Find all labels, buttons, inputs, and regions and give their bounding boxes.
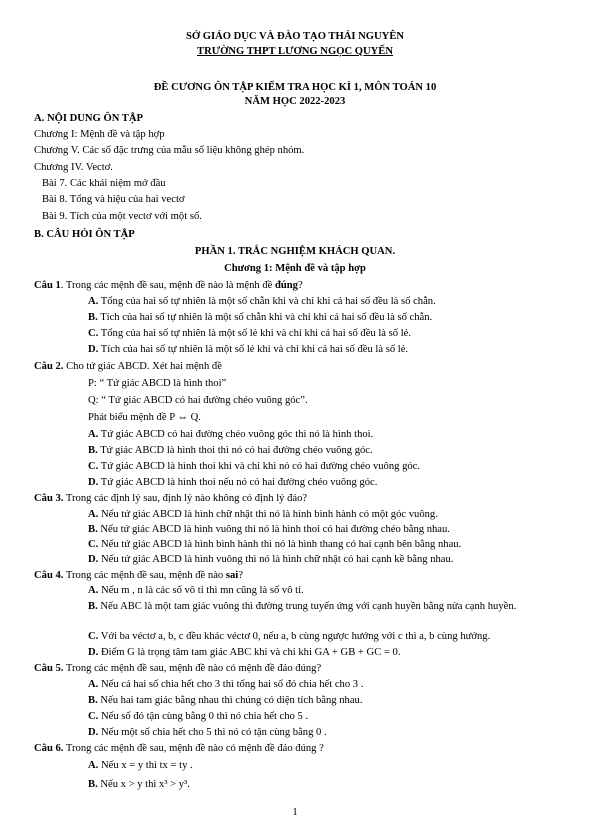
content-item: Bài 8. Tổng và hiệu của hai vectơ: [42, 194, 185, 205]
question-6-stem: Câu 6. Trong các mệnh đề sau, mệnh đề nào có mệnh đề đảo đúng ?: [34, 743, 324, 754]
answer-option: B. Tích của hai số tự nhiên là một số chẵn khi và chỉ khi cả hai số đều là số chẵn.: [88, 312, 433, 323]
school-year: NĂM HỌC 2022-2023: [244, 96, 346, 107]
answer-option: C. Tổng của hai số tự nhiên là một số lẻ khi và chỉ khi cả hai số đều là số lẻ.: [88, 328, 412, 339]
answer-option: C. Nếu số đó tận cùng bằng 0 thì nó chia hết cho 5 .: [88, 711, 309, 722]
answer-option: A. Nếu m , n là các số vô tỉ thì mn cũng là số vô tỉ.: [88, 585, 304, 596]
document-title: ĐỀ CƯƠNG ÔN TẬP KIỂM TRA HỌC KÌ 1, MÔN TOÁN 10: [153, 82, 437, 93]
part-heading: PHẦN 1. TRẮC NGHIỆM KHÁCH QUAN.: [194, 246, 396, 257]
proposition-p: P: “ Tứ giác ABCD là hình thoi”: [88, 378, 227, 389]
answer-option: D. Nếu tứ giác ABCD là hình vuông thì nó là hình chữ nhật có hai cạnh kề bằng nhau.: [88, 554, 454, 565]
question-2-ask: Phát biểu mệnh đề P ⇔ Q.: [88, 412, 201, 423]
answer-option: B. Nếu tứ giác ABCD là hình vuông thì nó là hình thoi có hai đường chéo bằng nhau.: [88, 524, 450, 535]
school-heading: TRƯỜNG THPT LƯƠNG NGỌC QUYẾN: [197, 46, 393, 57]
answer-option: D. Điểm G là trọng tâm tam giác ABC khi và chỉ khi GA + GB + GC = 0.: [88, 647, 401, 658]
answer-option: C. Với ba véctơ a, b, c đều khác véctơ 0, nếu a, b cùng ngược hướng với c thì a, b cùng hướng.: [88, 631, 491, 642]
question-2-stem: Câu 2. Cho tứ giác ABCD. Xét hai mệnh đề: [34, 361, 222, 372]
content-item: Chương V. Các số đặc trưng của mẫu số liệu không ghép nhóm.: [34, 145, 305, 156]
question-1-stem: Câu 1. Trong các mệnh đề sau, mệnh đề nào là mệnh đề đúng?: [34, 280, 303, 291]
answer-option: A. Tổng của hai số tự nhiên là một số chẵn khi và chỉ khi cả hai số đều là số chẵn.: [88, 296, 436, 307]
answer-option: D. Tứ giác ABCD là hình thoi nếu nó có hai đường chéo vuông góc.: [88, 477, 378, 488]
answer-option: A. Nếu tứ giác ABCD là hình chữ nhật thì nó là hình bình hành có một góc vuông.: [88, 509, 438, 520]
answer-option: D. Nếu một số chia hết cho 5 thì nó có tận cùng bằng 0 .: [88, 727, 327, 738]
answer-option: B. Tứ giác ABCD là hình thoi thì nó có hai đường chéo vuông góc.: [88, 445, 373, 456]
chapter-heading: Chương 1: Mệnh đề và tập hợp: [224, 263, 366, 274]
content-item: Bài 7. Các khái niệm mở đầu: [42, 178, 166, 189]
answer-option: D. Tích của hai số tự nhiên là một số lẻ khi và chỉ khi cả hai số đều là số lẻ.: [88, 344, 409, 355]
page-number: 1: [292, 807, 298, 818]
answer-option: B. Nếu x > y thì x³ > y³.: [88, 779, 190, 790]
answer-option: C. Tứ giác ABCD là hình thoi khi và chỉ khi nó có hai đường chéo vuông góc.: [88, 461, 421, 472]
proposition-q: Q: “ Tứ giác ABCD có hai đường chéo vuông góc”.: [88, 395, 308, 406]
section-b-heading: B. CÂU HỎI ÔN TẬP: [34, 229, 135, 240]
content-item: Chương I: Mệnh đề và tập hợp: [34, 129, 165, 140]
answer-option: A. Tứ giác ABCD có hai đường chéo vuông góc thì nó là hình thoi.: [88, 429, 374, 440]
answer-option: A. Nếu x = y thì tx = ty .: [88, 760, 193, 771]
answer-option: B. Nếu ABC là một tam giác vuông thì đường trung tuyến ứng với cạnh huyền bằng nửa cạnh huyền.: [88, 601, 517, 612]
department-heading: SỞ GIÁO DỤC VÀ ĐÀO TẠO THÁI NGUYÊN: [185, 31, 405, 42]
answer-option: A. Nếu cả hai số chia hết cho 3 thì tổng hai số đó chia hết cho 3 .: [88, 679, 364, 690]
answer-option: B. Nếu hai tam giác bằng nhau thì chúng có diện tích bằng nhau.: [88, 695, 363, 706]
content-item: Chương IV. Vectơ.: [34, 162, 113, 173]
question-4-stem: Câu 4. Trong các mệnh đề sau, mệnh đề nào sai?: [34, 570, 243, 581]
section-a-heading: A. NỘI DUNG ÔN TẬP: [34, 113, 143, 124]
answer-option: C. Nếu tứ giác ABCD là hình bình hành thì nó là hình thang có hai cạnh bên bằng nhau.: [88, 539, 462, 550]
question-3-stem: Câu 3. Trong các định lý sau, định lý nào không có định lý đảo?: [34, 493, 308, 504]
question-5-stem: Câu 5. Trong các mệnh đề sau, mệnh đề nào có mệnh đề đảo đúng?: [34, 663, 322, 674]
content-item: Bài 9. Tích của một vectơ với một số.: [42, 211, 202, 222]
